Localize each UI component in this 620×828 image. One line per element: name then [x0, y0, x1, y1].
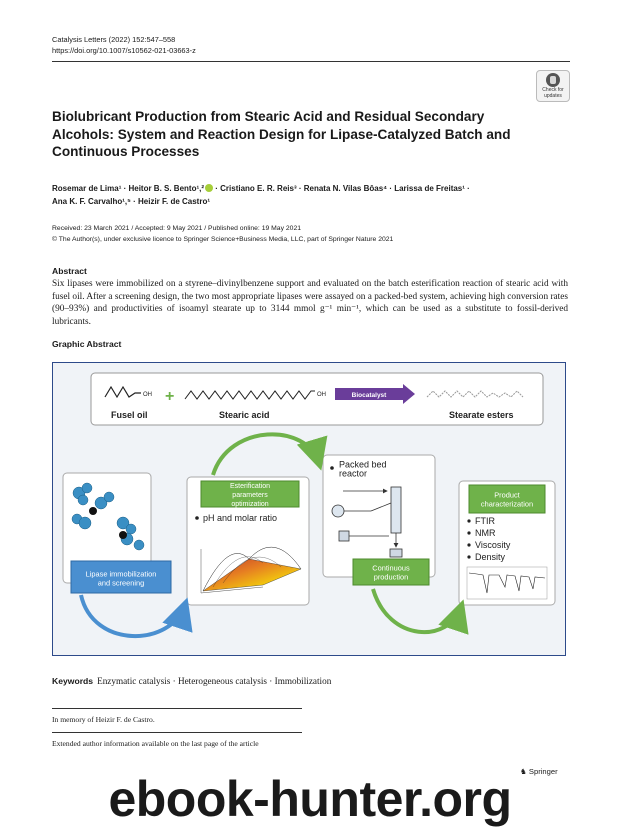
- step-packed-bed: [323, 455, 435, 585]
- abstract-text: Six lipases were immobilized on a styrene–divinylbenzene support and evaluated on the batch esterification reaction of stearic acid with fusel oil. After a screening design, the two most appropriate lipases were assayed on a packed-bed system, achieving high conversion rates (90–93%) and productivities of isoamyl stearate up to 3144 mmol g⁻¹ min⁻¹, which can be used as a substitute to fossil-derived lubricants.: [52, 279, 568, 327]
- memorial-note: In memory of Heizir F. de Castro.: [52, 715, 155, 724]
- graphic-abstract-figure: [53, 363, 565, 655]
- horse-icon: ♞: [520, 767, 529, 776]
- bookmark-icon: [546, 73, 560, 87]
- copyright-notice: © The Author(s), under exclusive licence to Springer Science+Business Media, LLC, part of Springer Nature 2021: [52, 235, 394, 243]
- graphic-abstract: [52, 362, 566, 656]
- reaction-scheme: [91, 373, 543, 425]
- stearic-acid-oh-label: OH: [317, 392, 326, 398]
- bullet-icon-6: [467, 555, 470, 558]
- journal-citation: Catalysis Letters (2022) 152:547–558: [52, 35, 176, 44]
- fusel-oil-label: Fusel oil: [111, 410, 148, 420]
- author-list: [52, 182, 552, 208]
- step2-label: Esterification parameters optimization: [229, 483, 271, 508]
- ftir-spectrum: [467, 567, 547, 599]
- biocatalyst-label: Biocatalyst: [351, 392, 387, 399]
- publication-dates: [52, 224, 552, 245]
- step3-title: Packed bed reactor: [339, 459, 387, 479]
- bullet-icon-4: [467, 531, 470, 534]
- check-for-updates-button[interactable]: [536, 70, 570, 102]
- characterization-item: Viscosity: [475, 540, 511, 550]
- article-title: Biolubricant Production from Stearic Acid and Residual Secondary Alcohols: System and Reaction Design for Lipase-Catalyzed Batch and Continuous Processes: [52, 109, 511, 159]
- bullet-icon-5: [467, 543, 470, 546]
- header-divider: [52, 61, 570, 62]
- abstract-heading: Abstract: [52, 266, 87, 276]
- stearate-esters-label: Stearate esters: [449, 410, 514, 420]
- step-esterification-optimization: [187, 477, 309, 605]
- journal-info: [52, 34, 196, 56]
- support-bead-icon-2: [119, 531, 127, 539]
- characterization-item: NMR: [475, 528, 496, 538]
- step1-label: Lipase immobilization and screening: [85, 569, 157, 588]
- publisher-name: Springer: [528, 767, 558, 776]
- authors-line-1: Rosemar de Lima¹ · Heitor B. S. Bento¹,²: [52, 184, 205, 193]
- keywords-heading: Keywords: [52, 676, 94, 686]
- authors-line-2: Ana K. F. Carvalho¹,⁵ · Heizir F. de Castro¹: [52, 197, 211, 206]
- step3-label: Continuous production: [372, 563, 410, 582]
- received-dates: Received: 23 March 2021 / Accepted: 9 May 2021 / Published online: 19 May 2021: [52, 225, 301, 232]
- keywords-section: [52, 676, 331, 686]
- authors-line-1b: · Cristiano E. R. Reis³ · Renata N. Vilas Bôas⁴ · Larissa de Freitas¹ ·: [213, 184, 470, 193]
- footnote-divider: [52, 708, 302, 709]
- orcid-icon[interactable]: [205, 184, 213, 192]
- characterization-item: Density: [475, 552, 506, 562]
- extended-info-note: Extended author information available on the last page of the article: [52, 739, 259, 748]
- keywords-list: Enzymatic catalysis · Heterogeneous catalysis · Immobilization: [97, 676, 332, 686]
- footnote-divider-2: [52, 732, 302, 733]
- graphic-abstract-heading: Graphic Abstract: [52, 339, 122, 349]
- doi-link[interactable]: https://doi.org/10.1007/s10562-021-03663-z: [52, 46, 196, 55]
- support-bead-icon: [89, 507, 97, 515]
- fusel-oil-oh-label: OH: [143, 392, 152, 398]
- bullet-icon-2: [330, 466, 334, 470]
- check-updates-label: Check for updates: [542, 87, 564, 99]
- bullet-icon-3: [467, 519, 470, 522]
- step2-bullet: pH and molar ratio: [203, 513, 278, 523]
- characterization-item: FTIR: [475, 516, 495, 526]
- bullet-icon: [195, 516, 199, 520]
- step4-title: Product characterization: [480, 490, 534, 509]
- plus-icon: +: [165, 388, 175, 405]
- watermark: ebook-hunter.org: [108, 771, 512, 827]
- step-product-characterization: [459, 481, 555, 605]
- stearic-acid-label: Stearic acid: [219, 410, 270, 420]
